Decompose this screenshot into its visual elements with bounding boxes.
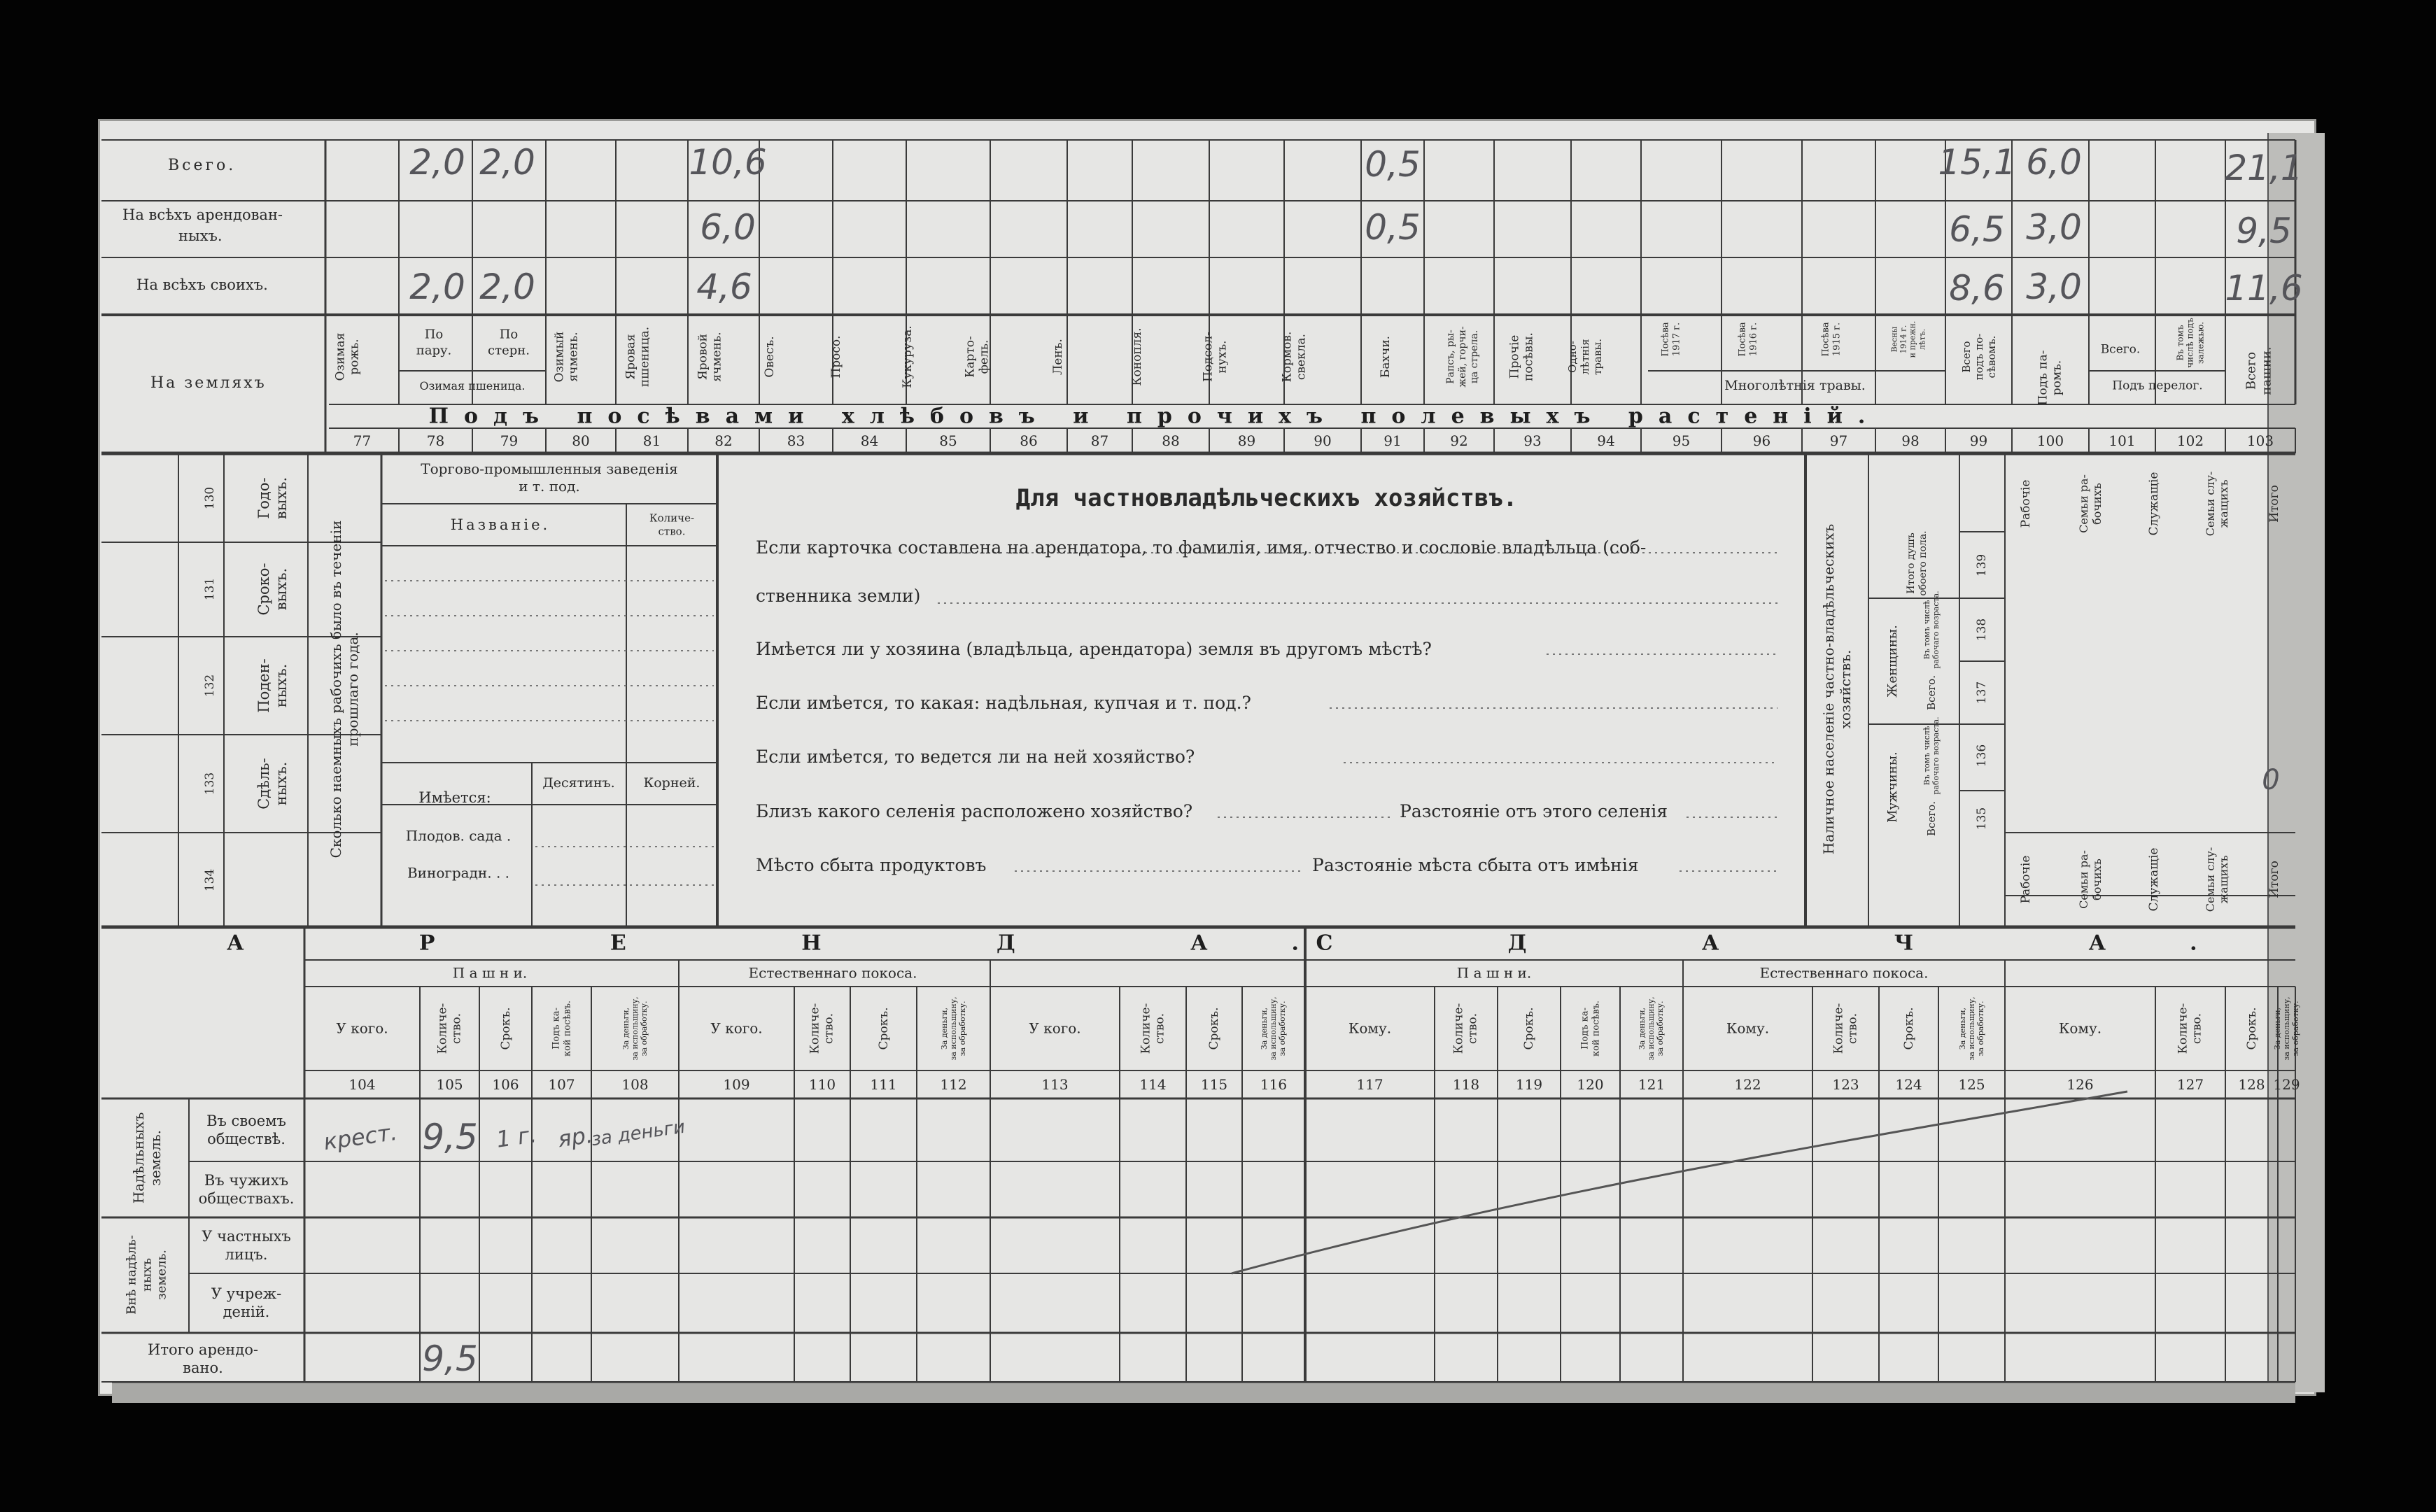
- hw-population-mark: 0: [2262, 764, 2280, 796]
- arenda-col-header-za: За деньги, за испольщину, за обработку.: [2272, 996, 2301, 1061]
- arenda-col-header-who: У кого.: [336, 1019, 388, 1037]
- hw-svoikh-c78: 2,0: [409, 267, 465, 307]
- hw-vsego-c78: 2,0: [409, 142, 465, 183]
- hw-arend-c99: 6,5: [1949, 209, 2005, 250]
- hw-arenda-posev: яр.: [556, 1121, 595, 1153]
- population-men: Мужчины.: [1885, 751, 1901, 823]
- hw-vsego-c91: 0,5: [1365, 144, 1421, 185]
- arenda-col-number: 109: [723, 1076, 750, 1093]
- crop-c77: Озимая рожь.: [333, 332, 362, 381]
- arenda-col-number: 121: [1638, 1076, 1666, 1093]
- pop-cat-itogo-top: Итого: [2267, 485, 2281, 523]
- hw-arenda-za: за деньги: [590, 1116, 687, 1151]
- hw-vsego-c103: 21,1: [2225, 148, 2303, 188]
- private-q5-village: Близъ какого селенія расположено хозяйство?: [756, 801, 1193, 821]
- private-q1-line2: ственника земли): [756, 586, 921, 606]
- population-itogo-dush: Итого душъ обоего пола.: [1906, 530, 1929, 596]
- private-estates-title: Для частновладѣльческихъ хозяйствъ.: [1015, 484, 1518, 512]
- population-num-139: 139: [1974, 553, 1989, 577]
- arenda-col-header-srok: Срокъ.: [1521, 1007, 1536, 1050]
- private-q4: Если имѣется, то ведется ли на ней хозяйство?: [756, 747, 1195, 767]
- row-label-svoikh: На всѣхъ своихъ.: [136, 276, 268, 293]
- hired-vertical-title: Сколько наемныхъ рабочихъ было въ теченіи прошлаго года.: [328, 520, 361, 859]
- arenda-col-header-kol: Количе- ство.: [435, 1003, 464, 1054]
- hired-label-godovykh: Годо- выхъ.: [255, 476, 290, 520]
- crop-c82: Яровой ячмень.: [696, 332, 724, 382]
- arenda-col-number: 123: [1832, 1076, 1859, 1093]
- pop-cat-rabochie-top: Рабочіе: [2018, 479, 2033, 528]
- top-col-number: 86: [1020, 432, 1038, 449]
- trade-col-name: Названіе.: [450, 516, 551, 533]
- crop-c95: Посѣва 1917 г.: [1660, 322, 1682, 357]
- group-ozimaya-pshenitsa: Озимая пшеница.: [419, 379, 526, 393]
- crop-c93: Прочіе посѣвы.: [1507, 332, 1536, 381]
- arenda-pashni-header: П а ш н и.: [452, 964, 528, 982]
- arenda-col-header-za: За деньги, за испольщину, за обработку.: [939, 996, 968, 1061]
- arenda-col-header-kol: Количе- ство.: [1831, 1003, 1860, 1054]
- population-women-vtom: Въ томъ числѣ рабочаго возраста.: [1922, 591, 1941, 669]
- hw-arenda-kol: 9,5: [422, 1117, 478, 1157]
- page-edge-bottom: [112, 1382, 2295, 1403]
- crop-c89: Подсол- нухъ.: [1201, 332, 1230, 382]
- arenda-col-number: 112: [940, 1076, 967, 1093]
- row-label-arend-line2: ныхъ.: [178, 227, 223, 244]
- population-women: Женщины.: [1885, 625, 1901, 698]
- hw-vsego-c99: 15,1: [1938, 142, 2016, 183]
- trade-col-qty: Количе- ство.: [649, 511, 695, 537]
- hired-label-podennykh: Поден- ныхъ.: [255, 658, 290, 713]
- top-col-number: 93: [1523, 432, 1542, 449]
- arenda-col-number: 104: [348, 1076, 376, 1093]
- arenda-col-header-kol: Количе- ство.: [808, 1003, 836, 1054]
- arenda-col-number: 114: [1139, 1076, 1167, 1093]
- arenda-col-number: 129: [2273, 1076, 2300, 1093]
- hw-arend-c82: 6,0: [700, 207, 756, 248]
- group-vne-nadelnykh: Внѣ надѣль- ныхъ земель.: [124, 1235, 169, 1315]
- top-col-number: 99: [1969, 432, 1988, 449]
- top-col-number: 78: [426, 432, 445, 449]
- hired-label-srokovykh: Сроко- выхъ.: [255, 563, 290, 616]
- crop-c83: Овесъ.: [762, 336, 777, 378]
- arenda-col-header-za: За деньги, за испольщину, за обработку.: [621, 996, 649, 1061]
- arenda-col-number: 108: [621, 1076, 649, 1093]
- arenda-col-number: 127: [2176, 1076, 2204, 1093]
- private-q3: Если имѣется, то какая: надѣльная, купчая и т. под.?: [756, 693, 1251, 713]
- top-col-number: 88: [1162, 432, 1180, 449]
- arenda-col-header-who: У кого.: [1029, 1019, 1081, 1037]
- crop-c97: Посѣва 1915 г.: [1820, 322, 1842, 357]
- top-col-number: 95: [1672, 432, 1691, 449]
- trade-korney-header: Корней.: [643, 775, 700, 791]
- private-q2: Имѣется ли у хозяина (владѣльца, арендатора) земля въ другомъ мѣстѣ?: [756, 639, 1432, 659]
- population-num-138: 138: [1974, 618, 1989, 642]
- crop-c85: Кукуруза.: [900, 325, 915, 388]
- top-col-number: 97: [1829, 432, 1848, 449]
- arenda-col-number: 126: [2067, 1076, 2094, 1093]
- top-col-number: 81: [642, 432, 661, 449]
- hired-num-133: 133: [202, 772, 217, 796]
- hw-vsego-c100: 6,0: [2026, 142, 2082, 183]
- arenda-col-header-kol: Количе- ство.: [2176, 1003, 2204, 1054]
- pop-cat-itogo-bottom: Итого: [2267, 861, 2281, 898]
- arenda-col-number: 113: [1041, 1076, 1069, 1093]
- population-vertical-title: Наличное населеніе частно-владѣльческихъ хозяйствъ.: [1820, 523, 1854, 855]
- arenda-col-header-who: Кому.: [1726, 1019, 1770, 1037]
- arenda-col-number: 128: [2238, 1076, 2265, 1093]
- row-label-vsego: Всего.: [168, 157, 237, 174]
- arenda-col-header-pod: Подъ ка- кой посѣвъ.: [550, 1000, 572, 1057]
- crop-c96: Посѣва 1916 г.: [1737, 322, 1759, 357]
- hw-vsego-c82: 10,6: [689, 142, 767, 183]
- top-col-number: 91: [1384, 432, 1402, 449]
- hired-num-134: 134: [202, 868, 217, 892]
- arenda-row-itogo: Итого арендо- вано.: [148, 1341, 258, 1376]
- hw-arenda-itogo-kol: 9,5: [422, 1338, 478, 1379]
- arenda-col-number: 110: [808, 1076, 836, 1093]
- trade-orchards: Плодов. сада .: [405, 827, 512, 845]
- crop-c88: Конопля.: [1129, 327, 1144, 386]
- arenda-col-number: 124: [1895, 1076, 1922, 1093]
- arenda-col-header-srok: Срокъ.: [876, 1007, 891, 1050]
- population-num-136: 136: [1974, 744, 1989, 768]
- crop-c103: Всего пашни.: [2244, 346, 2274, 395]
- trade-title: Торгово-промышленныя заведенія и т. под.: [421, 460, 678, 495]
- trade-vineyards: Виноградн. . .: [407, 864, 510, 882]
- arenda-row-uchrezhdeniy: У учреж- деній.: [211, 1285, 282, 1320]
- crop-c99: Всего подъ по- сѣвомъ.: [1960, 333, 1998, 381]
- crop-c81: Яровая пшеница.: [624, 326, 652, 388]
- hw-arend-c91: 0,5: [1365, 207, 1421, 248]
- arenda-col-header-kol: Количе- ство.: [1139, 1003, 1167, 1054]
- arenda-col-number: 111: [870, 1076, 897, 1093]
- hw-svoikh-c79: 2,0: [479, 267, 535, 307]
- top-col-number: 101: [2108, 432, 2136, 449]
- top-col-number: 79: [500, 432, 519, 449]
- hw-svoikh-c100: 3,0: [2026, 267, 2082, 307]
- private-q6-distance: Разстояніе мѣста сбыта отъ имѣнія: [1312, 855, 1639, 875]
- population-num-135: 135: [1974, 807, 1989, 831]
- private-q5-distance: Разстояніе отъ этого селенія: [1400, 801, 1668, 821]
- arenda-col-header-kol: Количе- ство.: [1451, 1003, 1480, 1054]
- crop-c98: Весны 1914 г. и прежн. лѣтъ.: [1889, 320, 1927, 358]
- crop-c84: Просо.: [829, 335, 843, 379]
- arenda-col-header-who: Кому.: [1348, 1019, 1392, 1037]
- crop-c100: Подъ па- ромъ.: [2036, 350, 2064, 406]
- group-mnogoletnie-travy: Многолѣтнія травы.: [1724, 378, 1866, 394]
- pop-cat-rabochie-bottom: Рабочіе: [2018, 855, 2033, 904]
- top-col-number: 98: [1901, 432, 1920, 449]
- pop-cat-semi-sluzhashchikh-top: Семьи слу- жащихъ: [2203, 471, 2230, 537]
- pop-cat-semi-rabochikh-top: Семьи ра- бочихъ: [2076, 474, 2104, 533]
- hired-label-sdelnykh: Сдѣль- ныхъ.: [255, 758, 290, 810]
- arenda-col-header-who: У кого.: [710, 1019, 763, 1037]
- crop-c86: Карто- фель.: [963, 336, 992, 378]
- hw-svoikh-c99: 8,6: [1949, 268, 2005, 309]
- top-col-number: 92: [1450, 432, 1468, 449]
- arenda-col-number: 117: [1356, 1076, 1384, 1093]
- crop-c102: Въ томъ числѣ подъ залежью.: [2175, 318, 2206, 368]
- top-col-number: 100: [2036, 432, 2064, 449]
- arenda-col-header-srok: Срокъ.: [1206, 1007, 1221, 1050]
- hw-arend-c103: 9,5: [2236, 211, 2292, 251]
- sdacha-pashni-header: П а ш н и.: [1456, 964, 1532, 982]
- row-label-na-zemlyakh: На земляхъ: [150, 374, 267, 392]
- arenda-pokos-header: Естественнаго покоса.: [748, 964, 917, 982]
- sdacha-pokos-header: Естественнаго покоса.: [1759, 964, 1929, 982]
- top-col-number: 90: [1314, 432, 1332, 449]
- top-col-number: 87: [1090, 432, 1109, 449]
- top-col-number: 85: [939, 432, 957, 449]
- arenda-col-number: 105: [436, 1076, 463, 1093]
- hired-num-131: 131: [202, 577, 217, 601]
- pop-cat-semi-sluzhashchikh-bottom: Семьи слу- жащихъ: [2203, 847, 2230, 912]
- hw-arenda-srok: 1 г.: [494, 1121, 539, 1153]
- arenda-col-number: 118: [1452, 1076, 1480, 1093]
- top-col-number: 94: [1597, 432, 1615, 449]
- top-col-number: 83: [787, 432, 805, 449]
- arenda-col-header-srok: Срокъ.: [1901, 1007, 1916, 1050]
- arenda-col-header-za: За деньги, за испольщину, за обработку.: [1957, 996, 1986, 1061]
- hired-num-132: 132: [202, 674, 217, 698]
- arenda-col-number: 125: [1958, 1076, 1985, 1093]
- crop-c78: По пару.: [416, 327, 452, 358]
- pop-cat-sluzhashchie-top: Служащіе: [2146, 472, 2161, 536]
- crop-c101: Всего.: [2100, 342, 2141, 357]
- arenda-row-chuzhikh-obshchestvakh: Въ чужихъ обществахъ.: [198, 1171, 295, 1207]
- banner-posevy: Подъ посѣвами хлѣбовъ и прочихъ полевыхъ растеній.: [428, 404, 1881, 429]
- hw-arend-c100: 3,0: [2026, 207, 2082, 248]
- row-label-arend-line1: На всѣхъ арендован-: [122, 206, 283, 223]
- trade-has-label: Имѣется:: [418, 789, 491, 806]
- crop-c87: Ленъ.: [1050, 339, 1065, 375]
- population-women-vsego: Всего.: [1925, 675, 1938, 710]
- pop-cat-semi-rabochikh-bottom: Семьи ра- бочихъ: [2076, 850, 2104, 909]
- banner-arenda: А Р Е Н Д А.: [227, 931, 1383, 956]
- arenda-col-number: 107: [548, 1076, 575, 1093]
- top-col-number: 80: [572, 432, 590, 449]
- arenda-col-number: 115: [1200, 1076, 1228, 1093]
- hired-num-130: 130: [202, 486, 217, 510]
- crop-c79: По стерн.: [488, 327, 530, 358]
- top-col-number: 84: [860, 432, 879, 449]
- arenda-col-number: 106: [492, 1076, 519, 1093]
- group-pod-perelogom: Подъ перелог.: [2112, 379, 2203, 393]
- top-col-number: 77: [353, 432, 372, 449]
- page-edge-right: [2267, 133, 2325, 1392]
- pop-cat-sluzhashchie-bottom: Служащіе: [2146, 847, 2161, 912]
- population-num-137: 137: [1974, 681, 1989, 705]
- population-men-vtom: Въ томъ числѣ рабочаго возраста.: [1922, 716, 1941, 795]
- top-col-number: 96: [1752, 432, 1771, 449]
- banner-sdacha: С Д А Ч А.: [1316, 931, 2281, 956]
- hw-arenda-u-kogo: крест.: [322, 1118, 399, 1156]
- arenda-col-header-za: За деньги, за испольщину, за обработку.: [1638, 996, 1666, 1061]
- crop-c80: Озимый ячмень.: [552, 331, 581, 383]
- arenda-col-header-who: Кому.: [2058, 1019, 2102, 1037]
- arenda-col-header-srok: Срокъ.: [498, 1007, 513, 1050]
- arenda-col-header-za: За деньги, за испольщину, за обработку.: [1260, 996, 1288, 1061]
- arenda-col-header-srok: Срокъ.: [2244, 1007, 2259, 1050]
- crop-c94: Одно- лѣтнія травы.: [1566, 339, 1604, 375]
- crop-c92: Рапсъ, ры- жей, горчи- ца стрела.: [1444, 326, 1480, 388]
- top-col-number: 102: [2176, 432, 2204, 449]
- top-col-number: 89: [1237, 432, 1256, 449]
- crop-c90: Кормов. свекла.: [1280, 331, 1309, 383]
- arenda-row-chastnykh-lits: У частныхъ лицъ.: [202, 1227, 291, 1263]
- arenda-col-header-pod: Подъ ка- кой посѣвъ.: [1579, 1000, 1601, 1057]
- arenda-col-number: 122: [1734, 1076, 1761, 1093]
- crop-c91: Бахчи.: [1378, 335, 1393, 379]
- arenda-row-svoem-obshchestve: Въ своемъ обществѣ.: [206, 1112, 286, 1147]
- top-col-number: 82: [714, 432, 733, 449]
- private-q1-line1: Если карточка составлена на арендатора, то фамилія, имя, отчество и сословіе владѣльца (соб-: [756, 537, 1647, 558]
- private-q6-market: Мѣсто сбыта продуктовъ: [756, 855, 987, 875]
- group-nadelnykh-zemel: Надѣльныхъ земель.: [130, 1112, 164, 1204]
- top-col-number: 103: [2246, 432, 2274, 449]
- hw-vsego-c79: 2,0: [479, 142, 535, 183]
- arenda-col-number: 119: [1515, 1076, 1543, 1093]
- population-men-vsego: Всего.: [1925, 801, 1938, 836]
- hw-svoikh-c82: 4,6: [696, 267, 752, 307]
- arenda-col-number: 116: [1260, 1076, 1288, 1093]
- trade-desyatin-header: Десятинъ.: [542, 775, 615, 791]
- arenda-col-number: 120: [1577, 1076, 1604, 1093]
- hw-svoikh-c103: 11,6: [2225, 268, 2303, 309]
